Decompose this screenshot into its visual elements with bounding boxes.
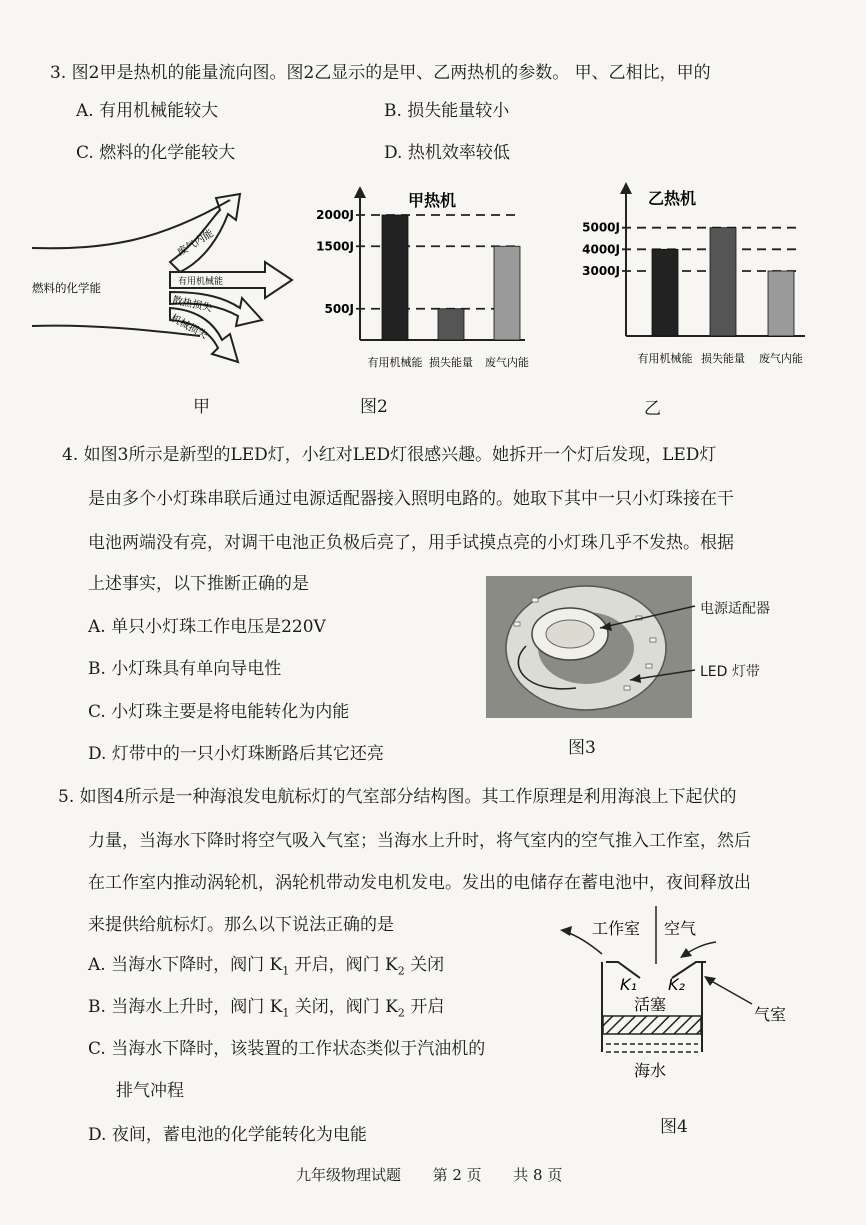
q4-line-4: 上述事实，以下推断正确的是 xyxy=(88,574,309,594)
q4-line-2: 是由多个小灯珠串联后通过电源适配器接入照明电路的。她取下其中一只小灯珠接在干 xyxy=(88,489,734,509)
tick-label: 3000J xyxy=(582,264,620,278)
q5-option-c-line-1: C. 当海水下降时，该装置的工作状态类似于汽油机的 xyxy=(88,1039,486,1059)
caption-fig2: 图2 xyxy=(360,397,388,417)
chart-title: 乙热机 xyxy=(648,189,697,208)
tick-label: 4000J xyxy=(582,242,620,257)
label-power-adapter: 电源适配器 xyxy=(700,601,770,617)
flow-branch-top-label: 废气内能 xyxy=(175,228,216,259)
label-sea: 海水 xyxy=(634,1061,667,1080)
caption-jia: 甲 xyxy=(193,397,210,417)
flow-source-label: 燃料的化学能 xyxy=(32,281,101,295)
caption-yi: 乙 xyxy=(644,399,661,419)
y-axis-arrow xyxy=(620,182,632,194)
q3-option-c: C. 燃料的化学能较大 xyxy=(76,143,236,163)
q5-option-a: A. 当海水下降时，阀门 $K_1$ 开启，阀门 $K_2$ 关闭 xyxy=(88,955,445,978)
category-label: 废气内能 xyxy=(759,352,803,365)
q4-line-1: 4. 如图3所示是新型的LED灯，小红对LED灯很感兴趣。她拆开一个灯后发现，LED灯 xyxy=(62,445,717,465)
q3-option-a: A. 有用机械能较大 xyxy=(76,101,219,121)
chart-yi xyxy=(570,178,810,378)
q5-option-b: B. 当海水上升时，阀门 $K_1$ 关闭，阀门 $K_2$ 开启 xyxy=(88,997,445,1020)
flow-branch-heat-label: 散热损失 xyxy=(171,295,213,315)
energy-flow-diagram xyxy=(30,180,300,380)
flow-lower-outline xyxy=(32,326,200,336)
bar xyxy=(494,246,520,340)
tick-label: 1500J xyxy=(316,239,354,254)
label-work-room: 工作室 xyxy=(592,919,641,938)
label-led-strip: LED 灯带 xyxy=(700,664,760,680)
piston xyxy=(603,1016,701,1034)
tick-label: 5000J xyxy=(582,220,620,235)
category-label: 废气内能 xyxy=(485,356,529,369)
footer-page: 第 2 页 xyxy=(432,1166,482,1184)
figure3-pointers xyxy=(560,594,700,684)
label-k2: K₂ xyxy=(668,975,685,994)
q4-line-3: 电池两端没有亮，对调干电池正负极后亮了，用手试摸点亮的小灯珠几乎不发热。根据 xyxy=(88,533,734,553)
q5-line-4: 来提供给航标灯。那么以下说法正确的是 xyxy=(88,915,394,935)
footer-total: 共 8 页 xyxy=(513,1166,563,1184)
tick-label: 2000J xyxy=(316,208,354,222)
bar xyxy=(710,228,736,336)
category-label: 损失能量 xyxy=(701,352,745,365)
q5-line-1: 5. 如图4所示是一种海浪发电航标灯的气室部分结构图。其工作原理是利用海浪上下起伏的 xyxy=(58,787,737,807)
air-chamber-diagram xyxy=(556,902,806,1082)
bar xyxy=(382,215,408,340)
q5-line-3: 在工作室内推动涡轮机，涡轮机带动发电机发电。发出的电储存在蓄电池中，夜间释放出 xyxy=(88,873,751,893)
caption-fig3: 图3 xyxy=(568,738,596,758)
category-label: 有用机械能 xyxy=(637,352,693,365)
tick-label: 500J xyxy=(324,301,354,316)
label-piston: 活塞 xyxy=(634,995,667,1014)
bar xyxy=(652,249,678,336)
bar xyxy=(768,271,794,336)
category-label: 损失能量 xyxy=(429,356,473,369)
q5-option-d: D. 夜间，蓄电池的化学能转化为电能 xyxy=(88,1125,367,1145)
q4-option-d: D. 灯带中的一只小灯珠断路后其它还亮 xyxy=(88,744,384,764)
q3-stem: 3. 图2甲是热机的能量流向图。图2乙显示的是甲、乙两热机的参数。 甲、乙相比，甲的 xyxy=(50,63,711,83)
q4-option-a: A. 单只小灯珠工作电压是220V xyxy=(88,617,326,637)
flow-branch-mid-label: 有用机械能 xyxy=(178,277,224,287)
bar xyxy=(438,309,464,340)
chart-title: 甲热机 xyxy=(408,191,457,210)
category-label: 有用机械能 xyxy=(367,356,423,369)
label-air: 空气 xyxy=(664,919,697,938)
q4-option-c: C. 小灯珠主要是将电能转化为内能 xyxy=(88,702,350,722)
q3-option-d: D. 热机效率较低 xyxy=(384,143,510,163)
caption-fig4: 图4 xyxy=(660,1117,688,1137)
q5-option-c-line-2: 排气冲程 xyxy=(116,1081,184,1101)
q3-option-b: B. 损失能量较小 xyxy=(384,101,510,121)
chart-jia xyxy=(300,180,530,380)
flow-branch-mech-label: 机械损失 xyxy=(168,312,210,342)
y-axis-arrow xyxy=(354,186,366,198)
label-k1: K₁ xyxy=(620,975,637,994)
label-chamber: 气室 xyxy=(754,1005,787,1024)
footer xyxy=(296,1164,562,1185)
q5-line-2: 力量，当海水下降时将空气吸入气室；当海水上升时，将气室内的空气推入工作室，然后 xyxy=(88,831,751,851)
footer-subject: 九年级物理试题 xyxy=(296,1166,402,1184)
q4-option-b: B. 小灯珠具有单向导电性 xyxy=(88,659,282,679)
